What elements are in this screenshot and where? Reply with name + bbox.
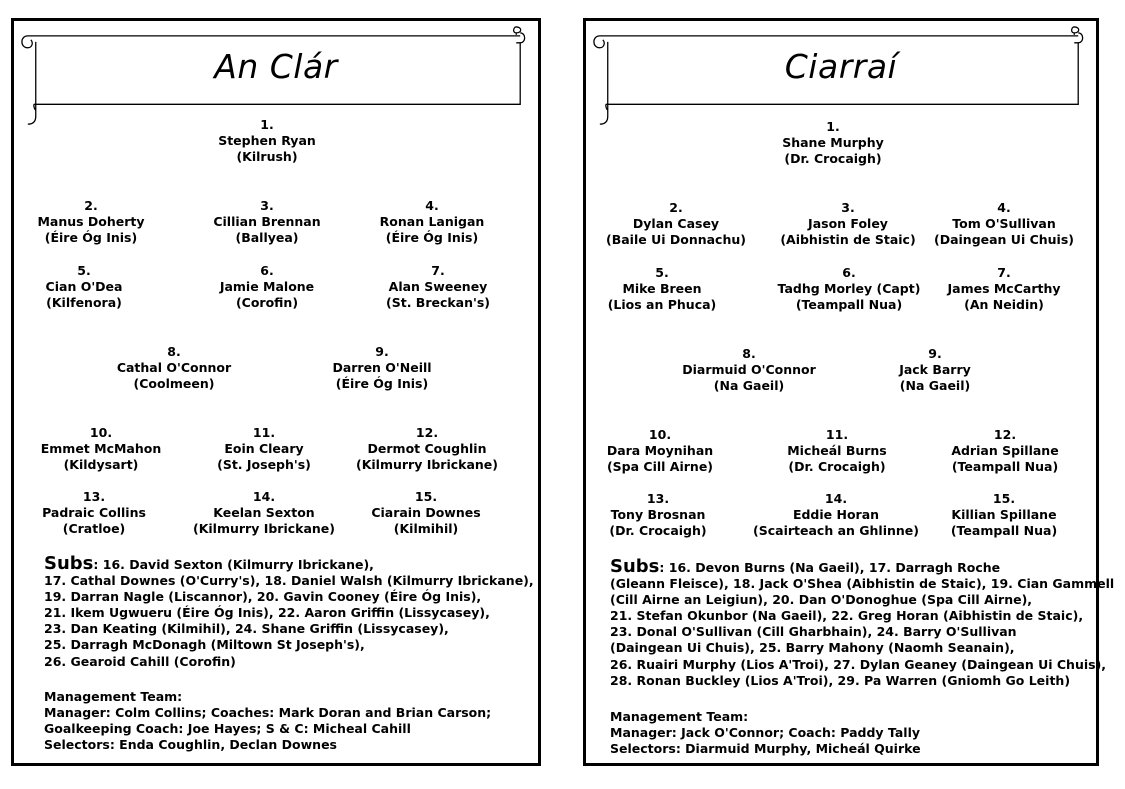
player-2: 2. Dylan Casey (Baile Ui Donnachu) — [606, 200, 746, 247]
player-8: 8. Cathal O'Connor (Coolmeen) — [116, 344, 232, 391]
player-13: 13. Padraic Collins (Cratloe) — [42, 489, 146, 536]
player-15: 15. Ciarain Downes (Kilmihil) — [371, 489, 481, 536]
player-9: 9. Darren O'Neill (Éire Óg Inis) — [332, 344, 432, 391]
player-5: 5. Cian O'Dea (Kilfenora) — [45, 263, 123, 310]
player-6: 6. Jamie Malone (Corofin) — [219, 263, 315, 310]
team-title: Ciarraí — [784, 47, 898, 86]
player-13: 13. Tony Brosnan (Dr. Crocaigh) — [609, 491, 707, 538]
player-12: 12. Dermot Coughlin (Kilmurry Ibrickane) — [355, 425, 499, 472]
player-15: 15. Killian Spillane (Teampall Nua) — [950, 491, 1058, 538]
team-sheet-clare — [11, 18, 541, 766]
player-9: 9. Jack Barry (Na Gaeil) — [899, 346, 971, 393]
player-10: 10. Dara Moynihan (Spa Cill Airne) — [606, 427, 714, 474]
player-7: 7. James McCarthy (An Neidin) — [947, 265, 1061, 312]
player-2: 2. Manus Doherty (Éire Óg Inis) — [37, 198, 145, 245]
player-11: 11. Micheál Burns (Dr. Crocaigh) — [787, 427, 887, 474]
subs-list: Subs: 16. David Sexton (Kilmurry Ibrickane), 17. Cathal Downes (O'Curry's), 18. Daniel Walsh (Kilmurry Ibrickane), 19. Darran Nagle (Liscannor), 20. Gavin Cooney (Éire Óg Inis), 21. Ikem Ugwueru (Éire Óg Inis), 22. Aaron Griffin (Lissycasey), 23. Dan Keating (Kilmihil), 24. Shane Griffin (Lissycasey), 25. Darragh McDonagh (Miltown St Joseph's), 26. Gearoid Cahill (Corofin) — [44, 553, 534, 669]
player-1: 1. Stephen Ryan (Kilrush) — [218, 117, 316, 164]
player-1: 1. Shane Murphy (Dr. Crocaigh) — [782, 119, 884, 166]
player-4: 4. Tom O'Sullivan (Daingean Ui Chuis) — [933, 200, 1074, 247]
subs-label: Subs — [610, 556, 660, 577]
player-14: 14. Keelan Sexton (Kilmurry Ibrickane) — [192, 489, 336, 536]
player-8: 8. Diarmuid O'Connor (Na Gaeil) — [682, 346, 816, 393]
player-10: 10. Emmet McMahon (Kildysart) — [40, 425, 162, 472]
management-team: Management Team: Manager: Colm Collins; Coaches: Mark Doran and Brian Carson; Goalkeeping Coach: Joe Hayes; S & C: Micheal Cahill Selectors: Enda Coughlin, Declan Downes — [44, 689, 492, 753]
player-3: 3. Jason Foley (Aibhistin de Staic) — [780, 200, 916, 247]
management-team: Management Team: Manager: Jack O'Connor; Coach: Paddy Tally Selectors: Diarmuid Murphy, Micheál Quirke — [610, 709, 921, 757]
player-12: 12. Adrian Spillane (Teampall Nua) — [951, 427, 1059, 474]
player-4: 4. Ronan Lanigan (Éire Óg Inis) — [379, 198, 485, 245]
subs-label: Subs — [44, 553, 94, 574]
player-11: 11. Eoin Cleary (St. Joseph's) — [217, 425, 311, 472]
team-sheet-kerry — [583, 18, 1115, 766]
subs-list: Subs: 16. Devon Burns (Na Gaeil), 17. Darragh Roche (Gleann Fleisce), 18. Jack O'Shea (Aibhistin de Staic), 19. Cian Gammell (Cill Airne an Leigiun), 20. Dan O'Donoghue (Spa Cill Airne), 21. Stefan Okunbor (Na Gaeil), 22. Greg Horan (Aibhistin de Staic), 23. Donal O'Sullivan (Cill Gharbhain), 24. Barry O'Sullivan (Daingean Ui Chuis), 25. Barry Mahony (Naomh Seanain), 26. Ruairi Murphy (Lios A'Troi), 27. Dylan Geaney (Daingean Ui Chuis), 28. Ronan Buckley (Lios A'Troi), 29. Pa Warren (Gniomh Go Leith) — [610, 556, 1115, 688]
player-14: 14. Eddie Horan (Scairteach an Ghlinne) — [753, 491, 919, 538]
team-title: An Clár — [214, 47, 338, 86]
player-7: 7. Alan Sweeney (St. Breckan's) — [386, 263, 490, 310]
player-5: 5. Mike Breen (Lios an Phuca) — [607, 265, 717, 312]
player-3: 3. Cillian Brennan (Ballyea) — [213, 198, 321, 245]
player-6: 6. Tadhg Morley (Capt) (Teampall Nua) — [777, 265, 921, 312]
